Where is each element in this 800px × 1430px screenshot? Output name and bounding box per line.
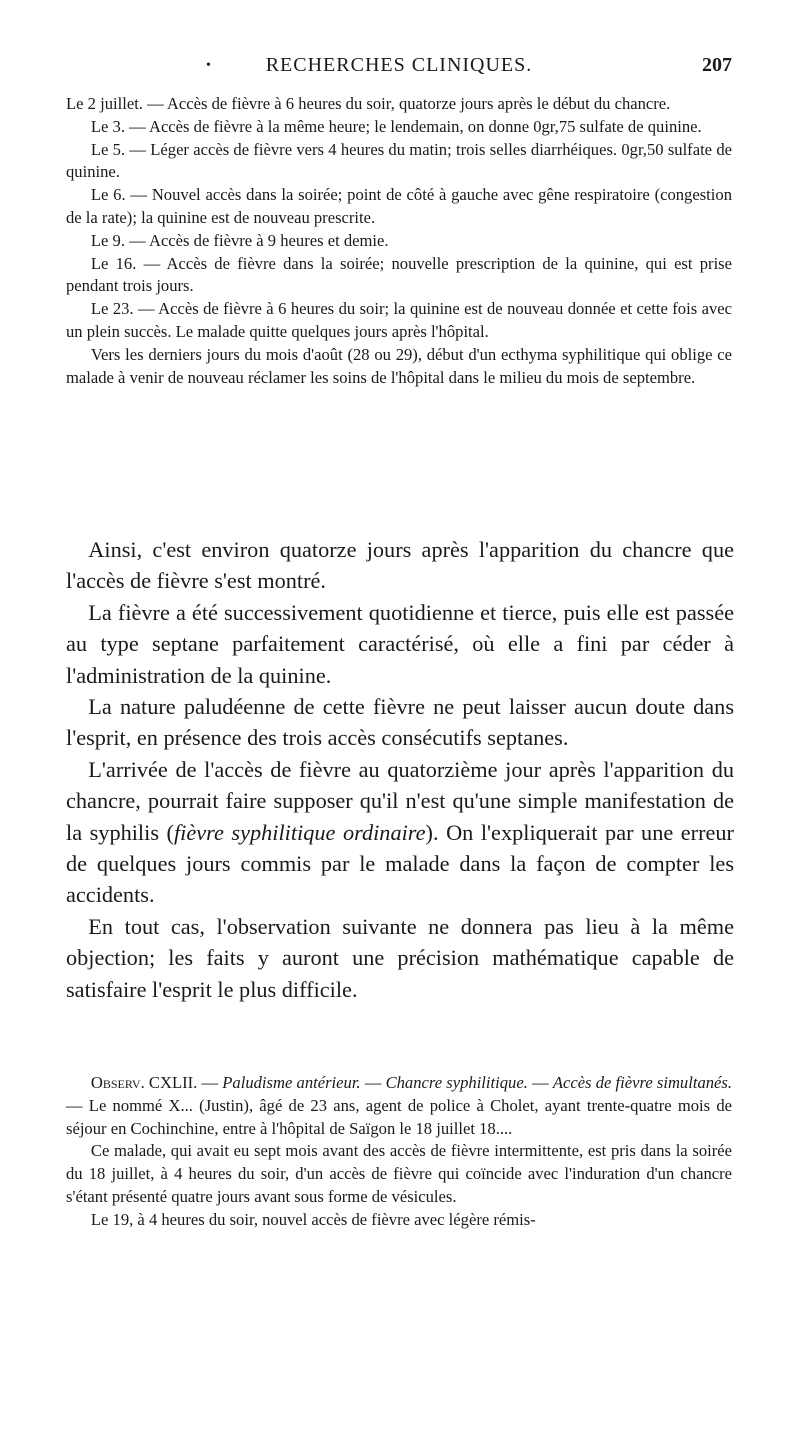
discussion-paragraph — [66, 754, 734, 911]
observation-paragraph: Le 19, à 4 heures du soir, nouvel accès de fièvre avec légère rémis- — [90, 1209, 536, 1229]
case-entry: Le 5. — Léger accès de fièvre vers 4 heures du matin; trois selles diarrhéiques. 0gr,50 sulfate de quinine. — [66, 139, 732, 182]
discussion-paragraph: La fièvre a été successivement quotidienne et tierce, puis elle est passée au type septane parfaitement caractérisé, où elle a fini par céder à l'administration de la quinine. — [66, 599, 734, 688]
obs-title: Paludisme antérieur. — [222, 1073, 361, 1092]
text-run: L'arrivée de l'accès de fièvre au quatorzième jour après l'apparition du chancre, pourrait faire supposer qu'il n'est qu'une simple manifestation de la syphilis ( — [66, 756, 734, 845]
case-entry: Le 9. — Accès de fièvre à 9 heures et demie. — [90, 230, 389, 250]
case-entry: Le 16. — Accès de fièvre dans la soirée; nouvelle prescription de la quinine, qui est prise pendant trois jours. — [66, 253, 732, 296]
italic-term: fièvre syphilitique ordinaire — [173, 819, 426, 845]
header-dot: • — [206, 58, 211, 73]
discussion-paragraph: En tout cas, l'observation suivante ne donnera pas lieu à la même objection; les faits y auront une précision mathématique capable de satisfaire l'esprit le plus difficile. — [66, 913, 734, 1002]
observation-block — [66, 1072, 732, 1232]
case-entry: Le 23. — Accès de fièvre à 6 heures du soir; la quinine est de nouveau donnée et cette fois avec un plein succès. Le malade quitte quelques jours après l'hôpital. — [66, 299, 732, 341]
separator: — — [360, 1073, 386, 1092]
case-entry: Le 3. — Accès de fièvre à la même heure; le lendemain, on donne 0gr,75 sulfate de quinine. — [90, 116, 702, 136]
text-run: ). On l'expliquerait par une erreur de quelques jours commis par le malade dans la façon de compter les accidents. — [66, 819, 734, 908]
observation-paragraph: Ce malade, qui avait eu sept mois avant des accès de fièvre intermittente, est pris dans la soirée du 18 juillet, à 4 heures du soir, d'un accès de fièvre qui coïncide avec l'induration d'un chancre s'étant présenté quatre jours avant sous forme de vésicules. — [66, 1141, 732, 1206]
case-entry: Le 6. — Nouvel accès dans la soirée; point de côté à gauche avec gêne respiratoire (congestion de la rate); la quinine est de nouveau prescrite. — [66, 185, 732, 227]
discussion-block — [66, 534, 734, 1005]
discussion-paragraph: La nature paludéenne de cette fièvre ne peut laisser aucun doute dans l'esprit, en présence des trois accès consécutifs septanes. — [66, 694, 734, 751]
case-log-block — [66, 93, 732, 389]
obs-title: Chancre syphilitique. — [385, 1073, 528, 1092]
separator: — — [527, 1073, 553, 1092]
page-number: 207 — [702, 54, 732, 76]
obs-label: Observ. — [90, 1073, 145, 1092]
observation-heading — [66, 1072, 732, 1140]
case-entry: Vers les derniers jours du mois d'août (28 ou 29), début d'un ecthyma syphilitique qui oblige ce malade à venir de nouveau réclamer les soins de l'hôpital dans le milieu du mois de septembre. — [66, 344, 732, 387]
obs-number: CXLII. — — [144, 1073, 223, 1092]
discussion-paragraph: Ainsi, c'est environ quatorze jours après l'apparition du chancre que l'accès de fièvre s'est montré. — [66, 537, 734, 594]
case-entry: Le 2 juillet. — Accès de fièvre à 6 heures du soir, quatorze jours après le début du chancre. — [66, 94, 671, 113]
running-title: RECHERCHES CLINIQUES. — [265, 54, 533, 76]
obs-text: — Le nommé X... (Justin), âgé de 23 ans, agent de police à Cholet, ayant trente-quatre mois de séjour en Cochinchine, entre à l'hôpital de Saïgon le 18 juillet 18.... — [66, 1095, 732, 1138]
page-header — [66, 52, 732, 82]
obs-title: Accès de fièvre simultanés. — [552, 1073, 733, 1092]
